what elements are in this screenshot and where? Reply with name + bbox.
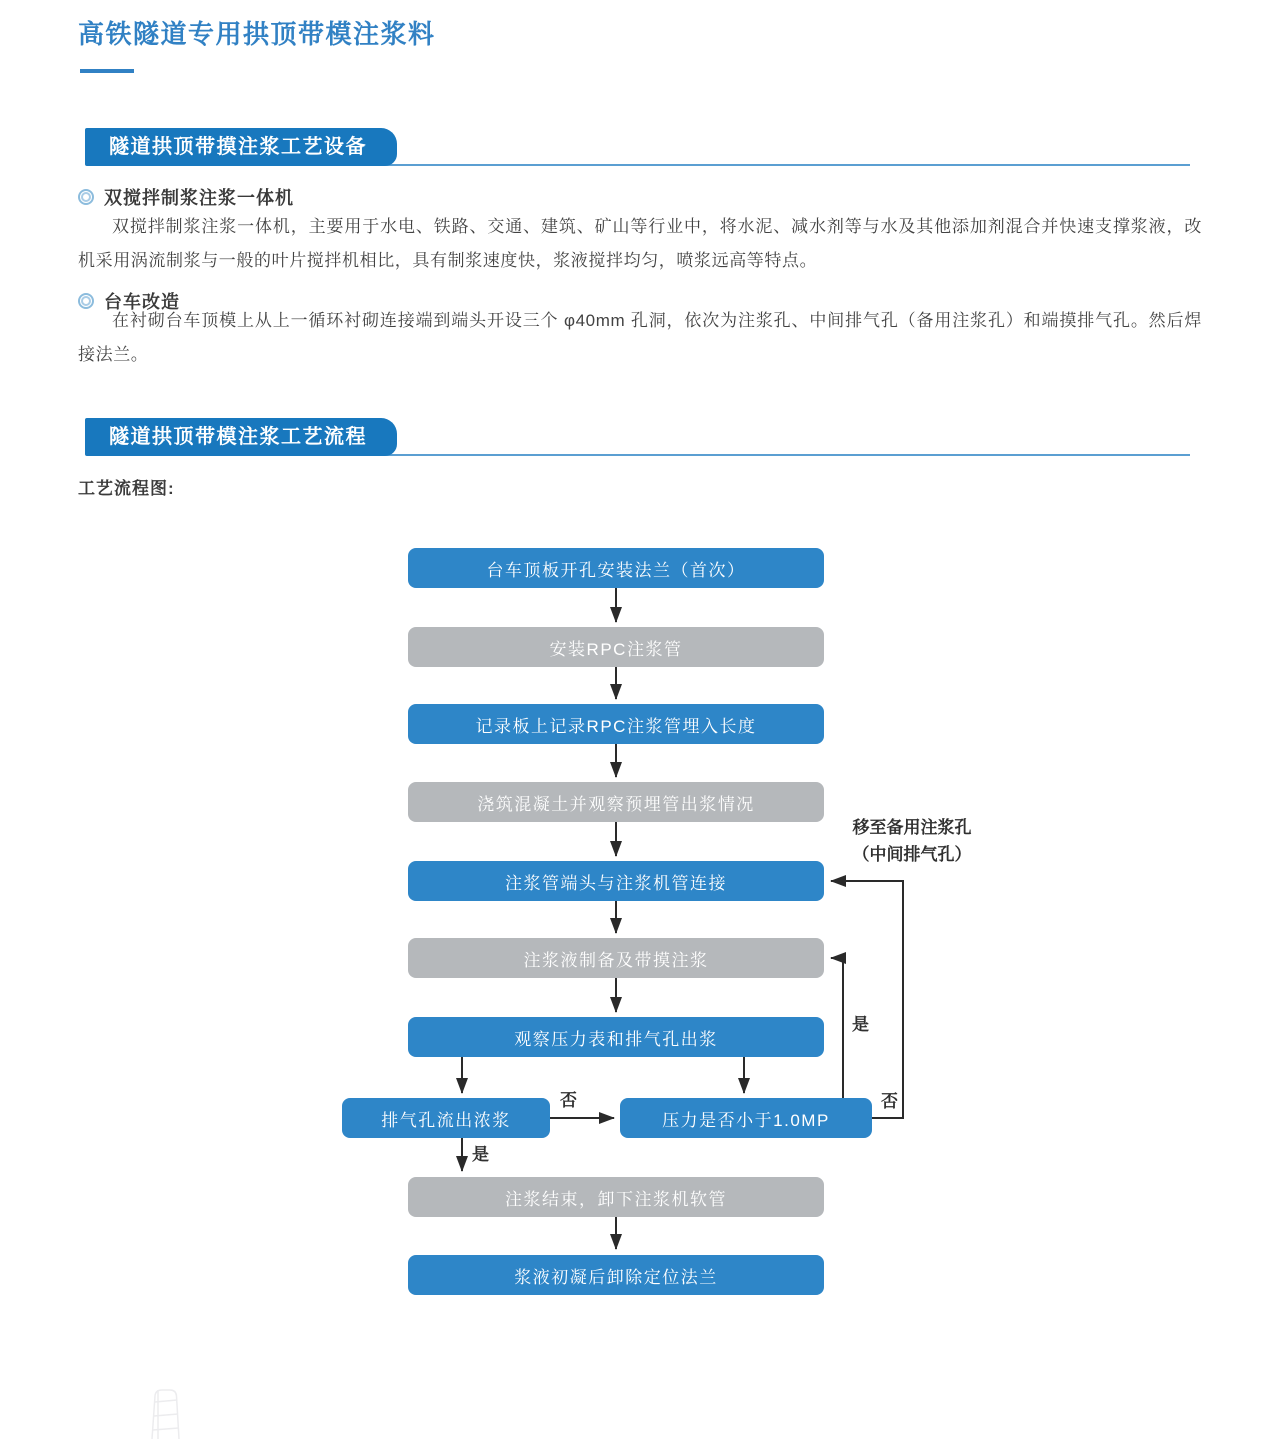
bullet-heading: 台车改造 <box>104 292 180 312</box>
edge-label-no-pressure: 否 <box>881 1092 898 1111</box>
flow-node-10: 注浆结束，卸下注浆机软管 <box>408 1177 824 1217</box>
flow-node-5: 注浆管端头与注浆机管连接 <box>408 861 824 901</box>
building-watermark-icon <box>138 1386 194 1439</box>
section-banner-equipment: 隧道拱顶带摸注浆工艺设备 <box>85 128 397 166</box>
edge-label-no-vent: 否 <box>560 1091 577 1110</box>
bullet-heading: 双搅拌制浆注浆一体机 <box>104 188 294 208</box>
title-underline <box>80 69 134 73</box>
paragraph-mixer: 双搅拌制浆注浆一体机，主要用于水电、铁路、交通、建筑、矿山等行业中，将水泥、减水剂等与水及其他添加剂混合并快速支撑浆液，改机采用涡流制浆与一般的叶片搅拌机相比，具有制浆速度快，浆液搅拌均匀，喷浆远高等特点。 <box>78 217 1202 270</box>
flow-node-3: 记录板上记录RPC注浆管埋入长度 <box>408 704 824 744</box>
bullet-item-mixer <box>78 184 294 210</box>
flow-node-4: 浇筑混凝土并观察预埋管出浆情况 <box>408 782 824 822</box>
flow-node-2: 安装RPC注浆管 <box>408 627 824 667</box>
flow-node-1: 台车顶板开孔安装法兰（首次） <box>408 548 824 588</box>
section-banner-process: 隧道拱顶带模注浆工艺流程 <box>85 418 397 456</box>
annotation-backup-hole <box>832 814 992 868</box>
diagram-label: 工艺流程图: <box>78 479 175 498</box>
paragraph-trolley: 在衬砌台车顶模上从上一循环衬砌连接端到端头开设三个 φ40mm 孔洞，依次为注浆孔、中间排气孔（备用注浆孔）和端摸排气孔。然后焊接法兰。 <box>78 311 1202 364</box>
page-title: 高铁隧道专用拱顶带模注浆料 <box>78 19 436 49</box>
flow-node-8: 排气孔流出浓浆 <box>342 1098 550 1138</box>
edge-label-yes-pressure: 是 <box>852 1015 869 1034</box>
annotation-line-2: （中间排气孔） <box>852 845 972 864</box>
ring-bullet-icon <box>78 189 94 205</box>
annotation-line-1: 移至备用注浆孔 <box>852 818 972 837</box>
flow-node-11: 浆液初凝后卸除定位法兰 <box>408 1255 824 1295</box>
flowchart <box>0 540 1280 1330</box>
flow-node-9: 压力是否小于1.0MP <box>620 1098 872 1138</box>
flow-node-7: 观察压力表和排气孔出浆 <box>408 1017 824 1057</box>
flow-node-6: 注浆液制备及带摸注浆 <box>408 938 824 978</box>
edge-label-yes-vent: 是 <box>472 1145 489 1164</box>
